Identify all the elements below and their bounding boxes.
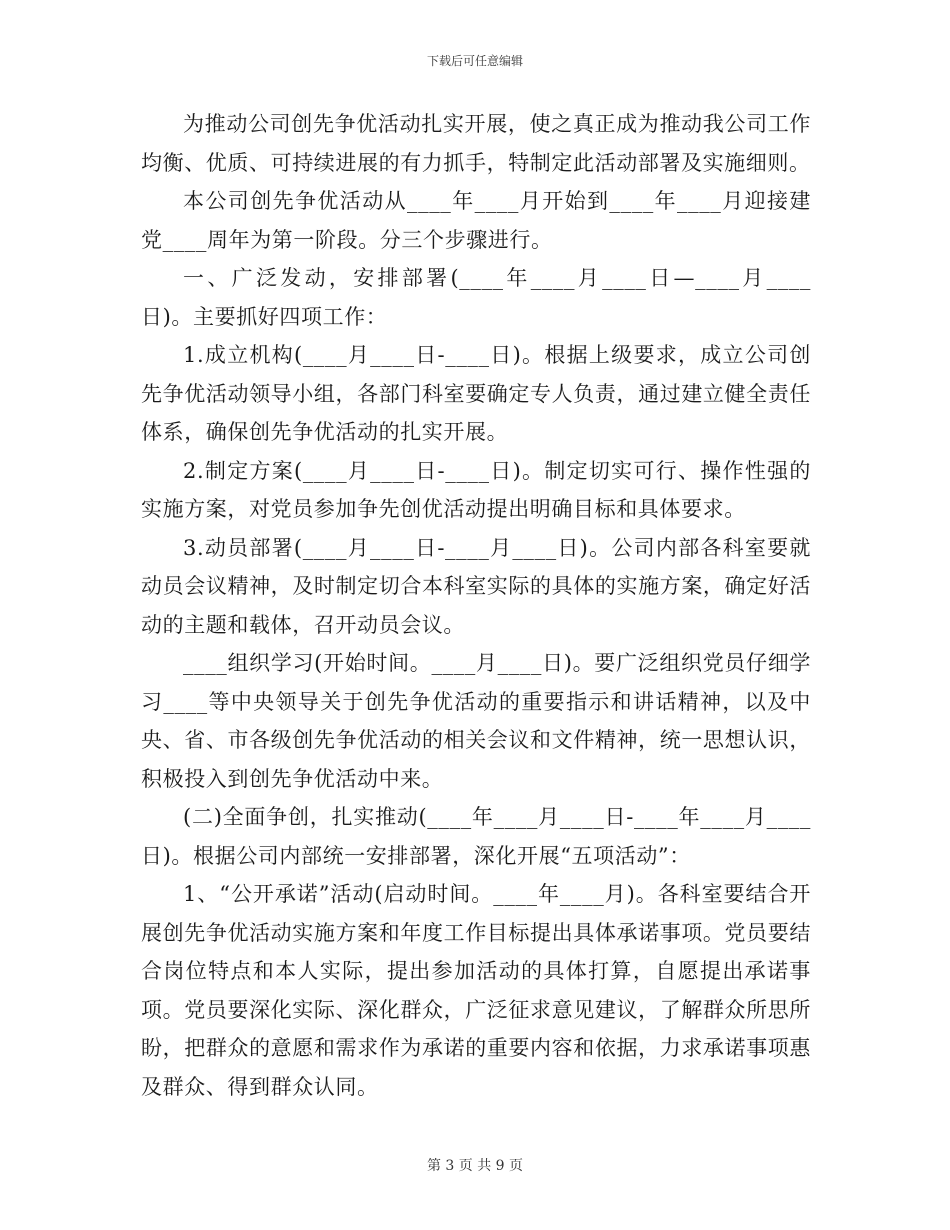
- page-footer: 第 3 页 共 9 页: [426, 1158, 524, 1174]
- page-header: 下载后可任意编辑: [426, 54, 523, 68]
- paragraph-item-establish: 1.成立机构(____月____日-____日)。根据上级要求，成立公司创先争优活动领导小组，各部门科室要确定专人负责，通过建立健全责任体系，确保创先争优活动的扎实开展。: [141, 343, 811, 444]
- paragraph-item-plan: 2.制定方案(____月____日-____日)。制定切实可行、操作性强的实施方案，对党员参加争先创优活动提出明确目标和具体要求。: [141, 458, 811, 521]
- paragraph-item-study: ____组织学习(开始时间。____月____日)。要广泛组织党员仔细学习____等中央领导关于创先争优活动的重要指示和讲话精神，以及中央、省、市各级创先争优活动的相关会议和文件精神，统一思想认识，积极投入到创先争优活动中来。: [141, 651, 811, 791]
- paragraph-first-stage: 本公司创先争优活动从____年____月开始到____年____月迎接建党____周年为第一阶段。分三个步骤进行。: [141, 189, 811, 252]
- paragraph-intro: 为推动公司创先争优活动扎实开展，使之真正成为推动我公司工作均衡、优质、可持续进展的有力抓手，特制定此活动部署及实施细则。: [141, 112, 811, 175]
- paragraph-section-two: (二)全面争创，扎实推动(____年____月____日-____年____月____日)。根据公司内部统一安排部署，深化开展“五项活动”：: [141, 805, 811, 868]
- paragraph-item-commitment: 1、“公开承诺”活动(启动时间。____年____月)。各科室要结合开展创先争优活动实施方案和年度工作目标提出具体承诺事项。党员要结合岗位特点和本人实际，提出参加活动的具体打算，自愿提出承诺事项。党员要深化实际、深化群众，广泛征求意见建议，了解群众所思所盼，把群众的意愿和需求作为承诺的重要内容和依据，力求承诺事项惠及群众、得到群众认同。: [141, 882, 811, 1099]
- document-body: [141, 105, 811, 1106]
- paragraph-item-mobilize: 3.动员部署(____月____日-____月____日)。公司内部各科室要就动员会议精神，及时制定切合本科室实际的具体的实施方案，确定好活动的主题和载体，召开动员会议。: [141, 535, 811, 637]
- paragraph-section-one: 一、广泛发动，安排部署(____年____月____日—____月____日)。主要抓好四项工作：: [141, 266, 811, 329]
